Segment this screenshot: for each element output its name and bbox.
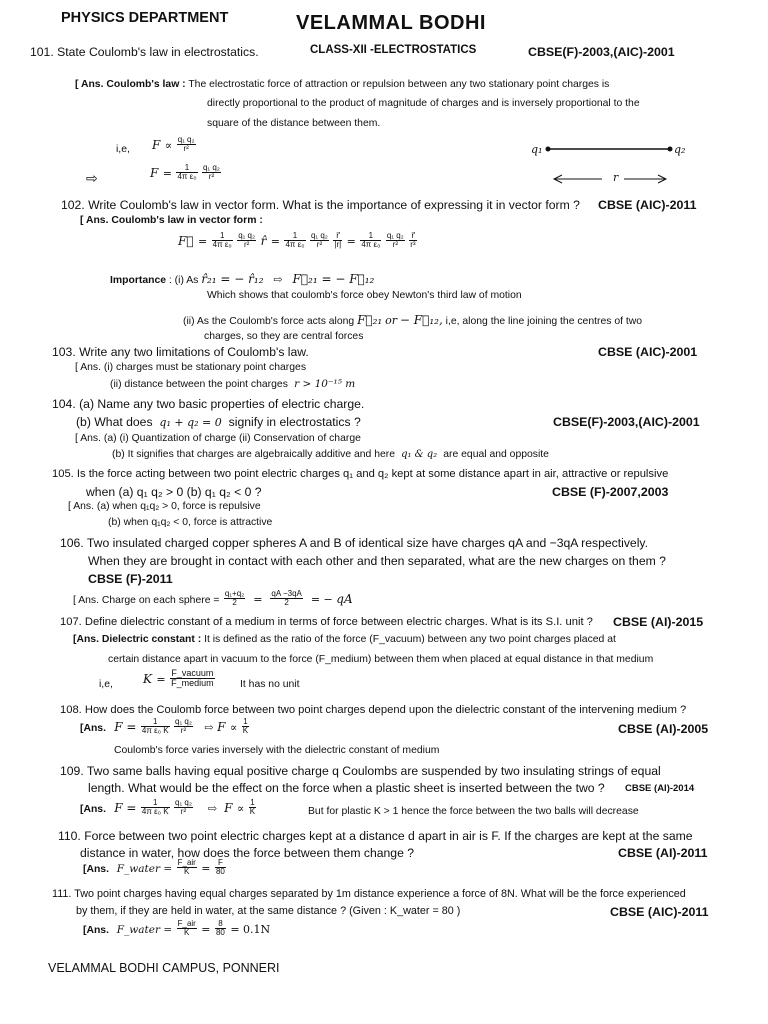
coulomb-formula: F = $\frac{1}{\text{4π ε₀}}$ $\frac{\text{q₁ q₂}}{\text{r²}}$: [150, 163, 220, 182]
q104-answer-a: [ Ans. (a) (i) Quantization of charge (ii) Conservation of charge: [75, 433, 361, 444]
q109-question: 109. Two same balls having equal positive charge q Coulombs are suspended by two insulating strings of equal: [60, 764, 661, 778]
coulomb-law-label: Coulomb's law :: [106, 79, 186, 90]
q103-answer: [ Ans. (i) charges must be stationary point charges: [75, 362, 307, 373]
q111-result: = 0.1N: [230, 923, 271, 937]
charge-q2-label: q₂: [674, 143, 686, 156]
school-title: VELAMMAL BODHI: [296, 12, 486, 34]
q104-question: 104. (a) Name any two basic properties of electric charge.: [52, 397, 365, 411]
importance-text: charges, so they are central forces: [204, 331, 364, 342]
q108-note: Coulomb's force varies inversely with the dielectric constant of medium: [114, 745, 440, 756]
q111-ref: CBSE (AIC)-2011: [610, 905, 709, 919]
ie-label: i,e,: [99, 679, 113, 690]
q109-question: length. What would be the effect on the force when a plastic sheet is inserted between the two ?: [88, 781, 605, 795]
importance-text: : (i) As: [168, 275, 199, 286]
law-text: The electrostatic force of attraction or repulsion between any two stationary point charges is: [188, 79, 610, 90]
q108-question: 108. How does the Coulomb force between two point charges depend upon the dielectric constant of the intervening medium ?: [60, 704, 687, 716]
class-title: CLASS-XII -ELECTROSTATICS: [310, 44, 477, 56]
proportional-formula: F ∝ $\frac{\text{q₁ q₂}}{\text{r²}}$: [152, 135, 195, 154]
q109-answer-label: [Ans.: [80, 804, 106, 816]
law-text: square of the distance between them.: [207, 118, 381, 129]
importance-text: i,e, along the line joining the centres of two: [445, 316, 643, 327]
importance-note: Which shows that coulomb's force obey Newton's third law of motion: [207, 290, 522, 301]
q107-ref: CBSE (AI)-2015: [613, 615, 704, 629]
q104-answer-b: (b) It signifies that charges are algebraically additive and here: [112, 449, 396, 460]
q104-ref: CBSE(F)-2003,(AIC)-2001: [553, 415, 700, 429]
q105-answer-b: (b) when q₁q₂ < 0, force is attractive: [108, 517, 273, 528]
q108-answer-label: [Ans.: [80, 723, 106, 735]
importance-text: (ii) As the Coulomb's force acts along: [183, 316, 355, 327]
q106-answer: [ Ans. Charge on each sphere =: [73, 595, 220, 607]
dielectric-formula: K = $\frac{\text{F\_vacuum}}{\text{F\_medium}}$: [143, 668, 214, 689]
distance-r-label: r: [613, 171, 619, 184]
document-page: PHYSICS DEPARTMENT VELAMMAL BODHI CLASS-XII -ELECTROSTATICS 101. State Coulomb's law in electrostatics. CBSE(F)-2003,(AIC)-2001 [ Ans. Coulomb's law : The electrostatic force of attraction or repulsion between any two stationary point charges is directly proportional to the product of magnitude of charges and is inversely proportional to the square of the distance between them. i,e, F ∝ $\frac{\text{q₁ q₂}}{\text{r²}}$ ⇨ F = $\frac{1}{\text{4π ε₀}}$ $\frac{\text{q₁ q₂}}{\text{r²}}$ q₁ q₂ r 102. Write Coulomb's law in vector form. What is the importance of expressing it in vector form ? CBSE (AIC)-2011 [ Ans. Coulomb's law in vector form : F⃗ = $\frac{1}{\text{4π ε₀}}$ $\frac{\text{q₁ q₂}}{\text{r²}}$ r̂ = $\frac{1}{\text{4π ε₀}}$ $\frac{\text{q₁ q₂}}{\text{r²}}$ $\frac{r⃗}{|r|}$ = $\frac{1}{\text{4π ε₀}}$ $\frac{\text{q₁ q₂}}{\text{r²}}$ $\frac{r⃗}{\text{r³}}$ Importance : (i) As r̂₂₁ = − r̂₁₂ ⇨ F⃗₂₁ = − F⃗₁₂ Which shows that coulomb's force obey Newton's third law of motion (ii) As the Coulomb's force acts along F⃗₂₁ or − F⃗₁₂, i,e, along the line joining the centres of two charges, so they are central forces 103. Write any two limitations of Coulomb's law. CBSE (AIC)-2001 [ Ans. (i) charges must be stationary point charges (ii) distance between the point charges r > 10⁻¹⁵ m 104. (a) Name any two basic properties of electric charge. (b) What does q₁ + q₂ = 0 signify in electrostatics ? CBSE(F)-2003,(AIC)-2001 [ Ans. (a) (i) Quantization of charge (ii) Conservation of charge (b) It signifies that charges are algebraically additive and here q₁ & q₂ are equal and opposite 105. Is the force acting between two point electric charges q₁ and q₂ kept at some distance apart in air, attractive or repulsive when (a) q₁ q₂ > 0 (b) q₁ q₂ < 0 ? CBSE (F)-2007,2003 [ Ans. (a) when q₁q₂ > 0, force is repulsive (b) when q₁q₂ < 0, force is attractive 106. Two insulated charged copper spheres A and B of identical size have charges qA and −3qA respectively. When they are brought in contact with each other and then separated, what are the new charges on them ? CBSE (F)-2011 [ Ans. Charge on each sphere = $\frac{\text{q₁+q₂}}{2}$ = $\frac{qA -3qA}{2}$ = − qA 107. Define dielectric constant of a medium in terms of force between electric charges. What is its S.I. unit ? CBSE (AI)-2015 [Ans. Dielectric constant : It is defined as the ratio of the force (F_vacuum) between any two point charges placed at certain distance apart in vacuum to the force (F_medium) between them when placed at equal distance in that medium i,e, K = $\frac{\text{F\_vacuum}}{\text{F\_medium}}$ It has no unit 108. How does the Coulomb force between two point charges depend upon the dielectric constant of the intervening medium ? [Ans. F = $\frac{1}{\text{4π ε₀ K}}$ $\frac{\text{q₁ q₂}}{\text{r²}}$ ⇨ F ∝ $\frac{1}{K}$ CBSE (AI)-2005 Coulomb's force varies inversely with the dielectric constant of medium 109. Two same balls having equal positive charge q Coulombs are suspended by two insulating strings of equal length. What would be the effect on the force when a plastic sheet is inserted between the two ? CBSE (AI)-2014 [Ans. F = $\frac{1}{\text{4π ε₀ K}}$ $\frac{\text{q₁ q₂}}{\text{r²}}$ ⇨ F ∝ $\frac{1}{K}$ But for plastic K > 1 hence the force between the two balls will decrease 110. Force between two point electric charges kept at a distance d apart in air is F. If the charges are kept at the same distance in water, how does the force between them change ? CBSE (AI)-2011 [Ans. F_water = $\frac{\text{F\_air}}{K}$ = $\frac{F}{80}$ 111. Two point charges having equal charges separated by 1m distance experience a force of 8N. What will be the force experienced by them, if they are held in water, at the same distance ? (Given : K_water = 80 ) CBSE (AIC)-2011 [Ans. F_water = $\frac{\text{F\_air}}{K}$ = $\frac{8}{80}$ = 0.1N VELAMMAL BODHI CAMPUS, PONNERI: [30, 10, 709, 975]
q109-ref: CBSE (AI)-2014: [625, 783, 695, 794]
q106-question: When they are brought in contact with each other and then separated, what are the new charges on them ?: [88, 554, 666, 568]
q109-note: But for plastic K > 1 hence the force between the two balls will decrease: [308, 806, 639, 817]
charge-q1-label: q₁: [531, 143, 543, 156]
q103-answer: (ii) distance between the point charges: [110, 379, 288, 390]
q103-question: 103. Write any two limitations of Coulomb's law.: [52, 345, 309, 359]
q110-question: distance in water, how does the force between them change ?: [80, 846, 415, 860]
importance-label: Importance: [110, 275, 167, 286]
vector-form-formula: F⃗ = $\frac{1}{\text{4π ε₀}}$ $\frac{\text{q₁ q₂}}{\text{r²}}$ r̂ = $\frac{1}{\text{4π ε₀}}$ $\frac{\text{q₁ q₂}}{\text{r²}}$ $\frac{r⃗}{|r|}$ = $\frac{1}{\text{4π ε₀}}$ $\frac{\text{q₁ q₂}}{\text{r²}}$ $\frac{r⃗}{\text{r³}}$: [178, 231, 416, 250]
q107-question: 107. Define dielectric constant of a medium in terms of force between electric charges. What is its S.I. unit ?: [60, 616, 593, 628]
q103-ref: CBSE (AIC)-2001: [598, 345, 698, 359]
q102-question: 102. Write Coulomb's law in vector form. What is the importance of expressing it in vector form ?: [61, 198, 580, 212]
q110-question: 110. Force between two point electric charges kept at a distance d apart in air is F. If the charges are kept at the same: [58, 829, 693, 843]
q105-answer-a: [ Ans. (a) when q₁q₂ > 0, force is repulsive: [68, 501, 261, 512]
ans-prefix: [ Ans.: [75, 79, 104, 90]
q106-ref: CBSE (F)-2011: [88, 572, 173, 586]
no-unit-note: It has no unit: [240, 679, 300, 690]
q111-answer-label: [Ans.: [83, 925, 109, 937]
q105-question: when (a) q₁ q₂ > 0 (b) q₁ q₂ < 0 ?: [86, 485, 262, 499]
charges-diagram: [540, 140, 680, 190]
q107-answer: certain distance apart in vacuum to the force (F_medium) between them when placed at equal distance in that medium: [108, 654, 654, 665]
q111-question: by them, if they are held in water, at the same distance ? (Given : K_water = 80 ): [76, 905, 461, 917]
q102-answer-label: [ Ans. Coulomb's law in vector form :: [80, 215, 263, 226]
q110-answer-label: [Ans.: [83, 864, 109, 876]
q104-question-b: (b) What does: [76, 415, 153, 429]
ie-label: i,e,: [116, 144, 130, 155]
q102-ref: CBSE (AIC)-2011: [598, 198, 697, 212]
dielectric-constant-label: [Ans. Dielectric constant :: [73, 634, 202, 645]
q101-question: 101. State Coulomb's law in electrostatics.: [30, 45, 259, 59]
q104-answer-b: are equal and opposite: [443, 449, 549, 460]
q107-answer: It is defined as the ratio of the force (F_vacuum) between any two point charges placed at: [204, 634, 616, 645]
q108-ref: CBSE (AI)-2005: [618, 722, 709, 736]
q111-question: 111. Two point charges having equal charges separated by 1m distance experience a force of 8N. What will be the force experienced: [52, 888, 686, 900]
q110-ref: CBSE (AI)-2011: [618, 846, 708, 860]
q101-ref: CBSE(F)-2003,(AIC)-2001: [528, 45, 675, 59]
q104-question-b: signify in electrostatics ?: [228, 415, 361, 429]
q105-ref: CBSE (F)-2007,2003: [552, 485, 669, 499]
footer-campus: VELAMMAL BODHI CAMPUS, PONNERI: [48, 961, 280, 975]
implies-arrow: ⇨: [86, 170, 98, 186]
q105-question: 105. Is the force acting between two point electric charges q₁ and q₂ kept at some distance apart in air, attractive or repulsive: [52, 468, 669, 480]
q106-question: 106. Two insulated charged copper spheres A and B of identical size have charges qA and −3qA respectively.: [60, 536, 648, 550]
law-text: directly proportional to the product of magnitude of charges and is inversely proportional to the: [207, 98, 640, 109]
department-title: PHYSICS DEPARTMENT: [61, 10, 229, 26]
